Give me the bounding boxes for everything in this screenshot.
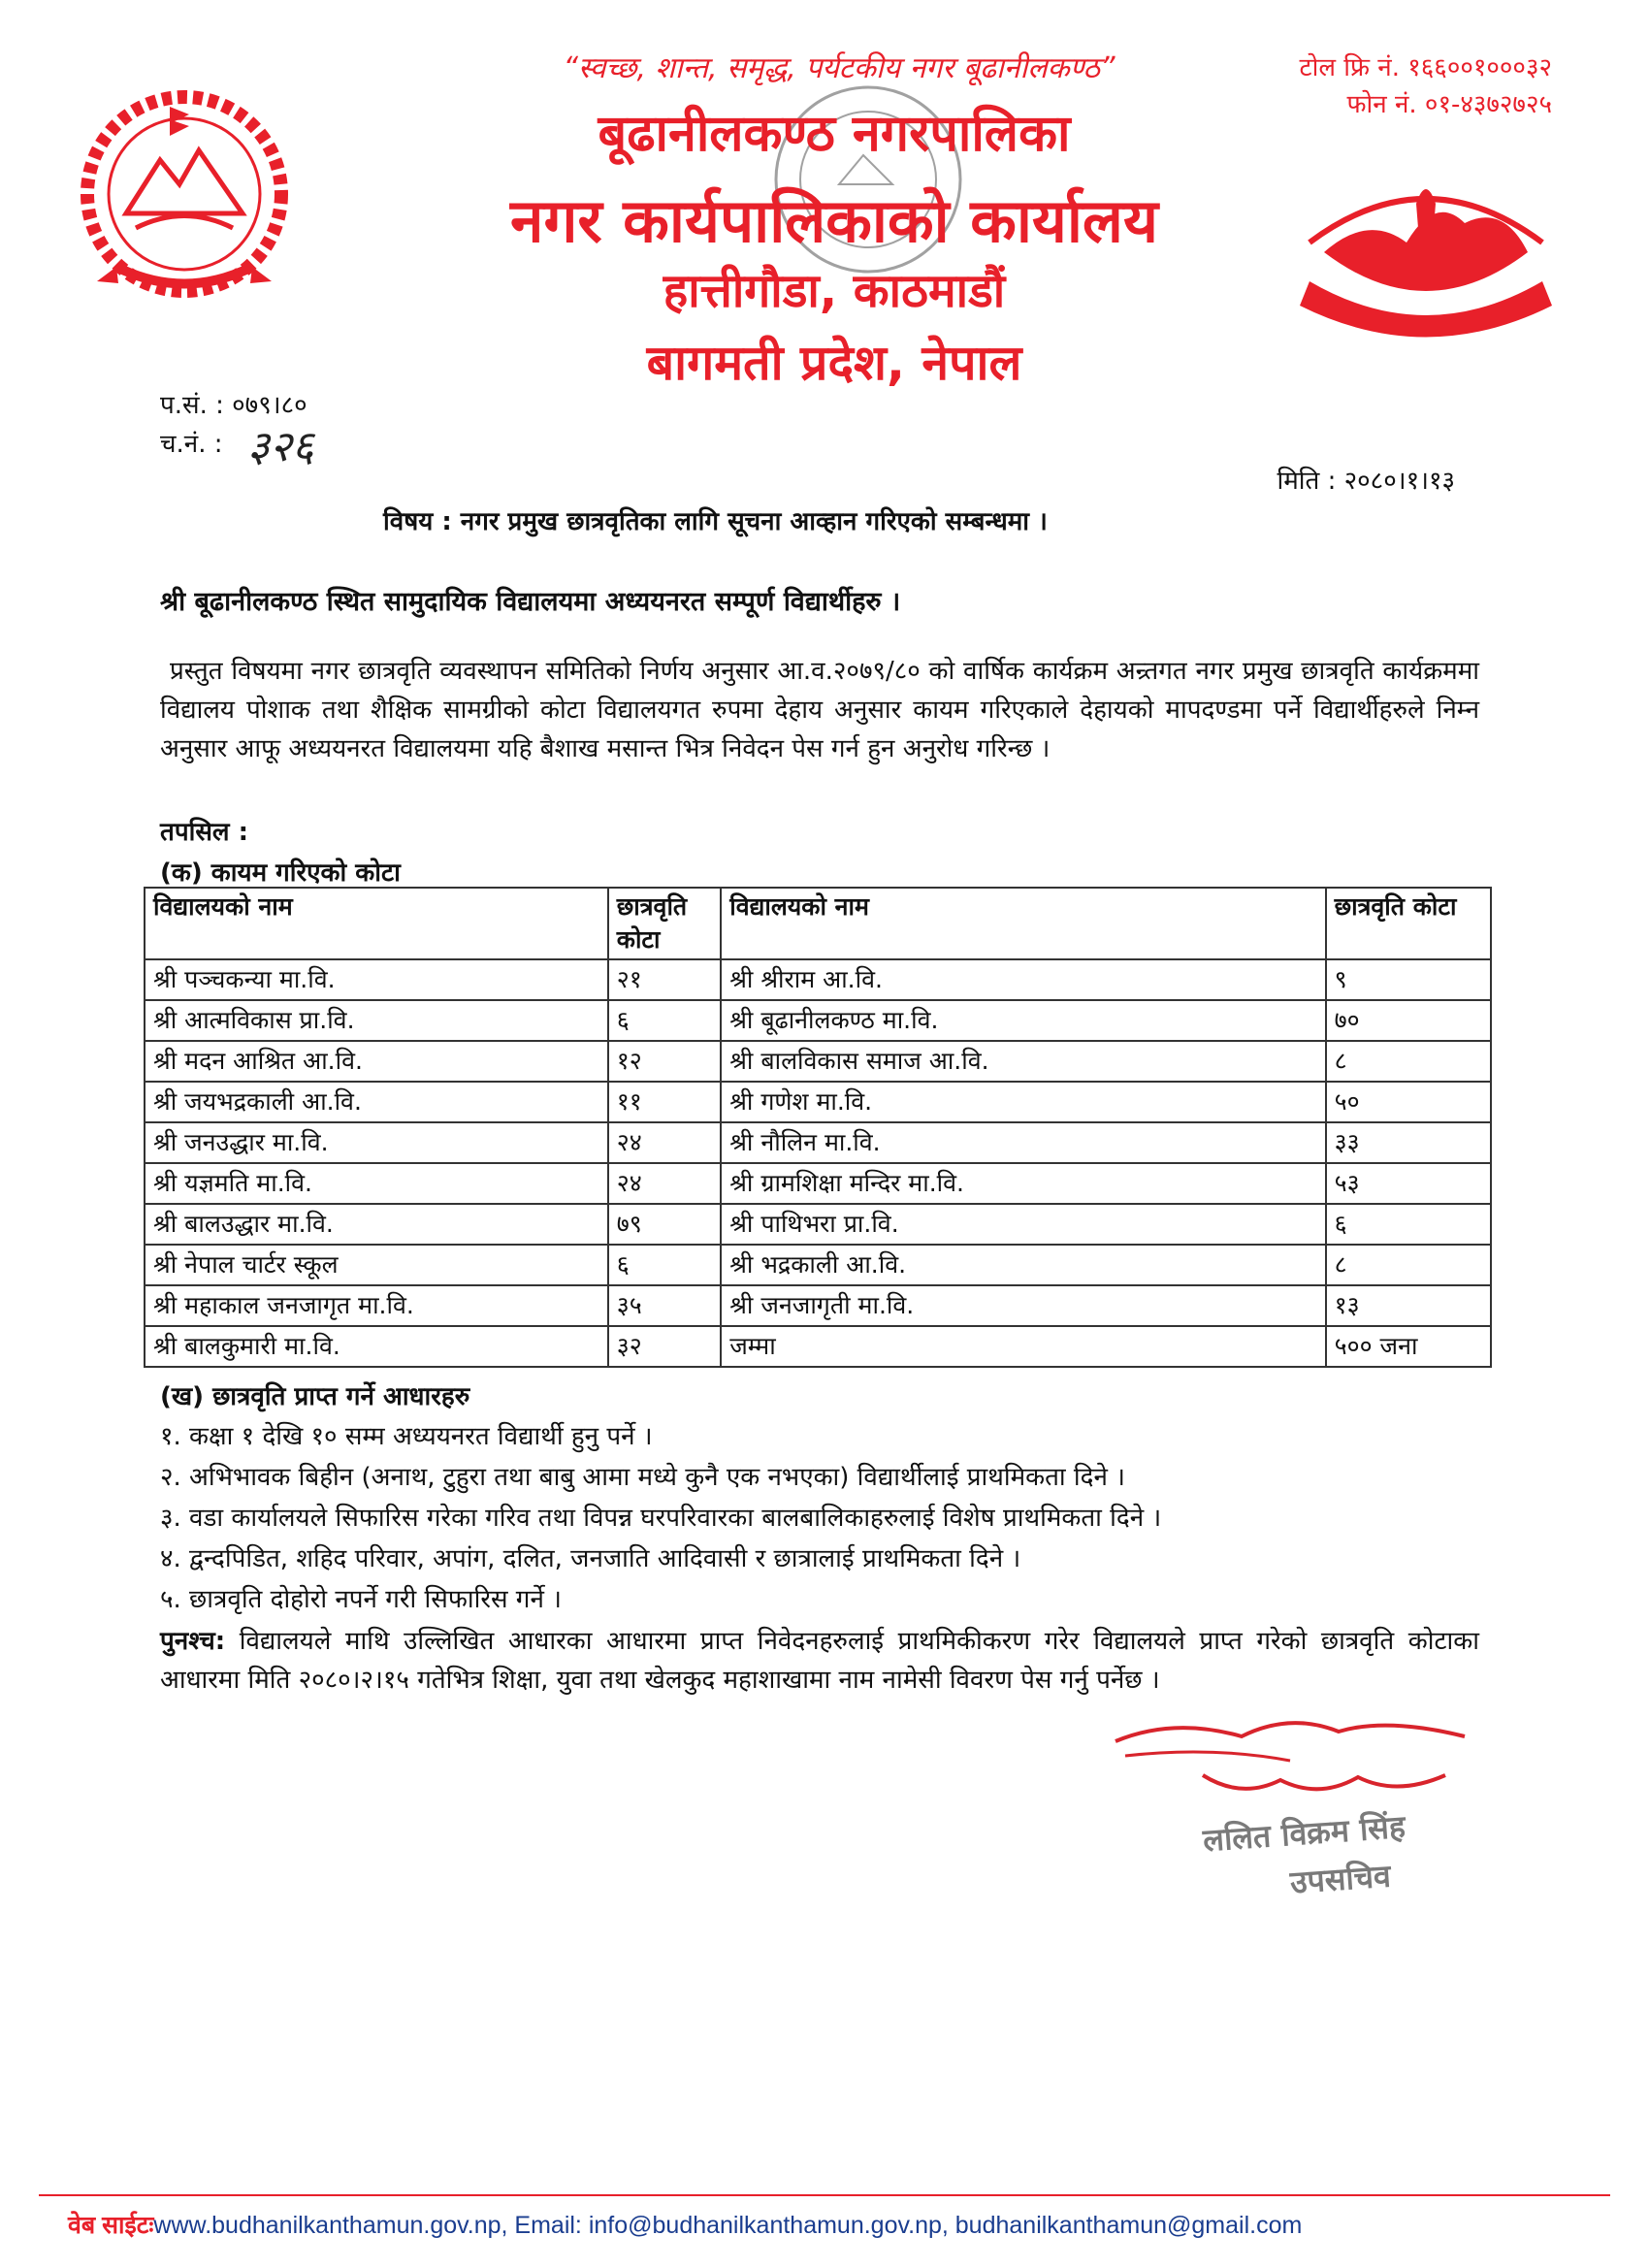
school-name: श्री पाथिभरा प्रा.वि. <box>721 1204 1325 1245</box>
school-name: श्री नौलिन मा.वि. <box>721 1122 1325 1163</box>
quota-value: ८ <box>1326 1041 1491 1082</box>
school-name: श्री श्रीराम आ.वि. <box>721 959 1325 1000</box>
school-name: श्री बालविकास समाज आ.वि. <box>721 1041 1325 1082</box>
signatory-title: उपसचिव <box>1288 1857 1392 1901</box>
section-quota-heading: (क) कायम गरिएको कोटा <box>160 859 401 888</box>
list-item: २. अभिभावक बिहीन (अनाथ, टुहुरा तथा बाबु आमा मध्ये कुनै एक नभएका) विद्यार्थीलाई प्राथमिकता दिने । <box>160 1463 1126 1492</box>
table-row <box>145 1122 1491 1163</box>
quota-value: ५० <box>1326 1082 1491 1122</box>
school-name: श्री यज्ञमति मा.वि. <box>145 1163 608 1204</box>
details-heading: तपसिल : <box>160 818 248 847</box>
quota-value: ६ <box>608 1000 721 1041</box>
quota-value: १३ <box>1326 1285 1491 1326</box>
quota-value: ७० <box>1326 1000 1491 1041</box>
table-row <box>145 1000 1491 1041</box>
letter-date: मिति : २०८०।१।१३ <box>1277 467 1455 496</box>
header-school-name: विद्यालयको नाम <box>721 888 1325 959</box>
list-item: १. कक्षा १ देखि १० सम्म अध्ययनरत विद्यार्थी हुनु पर्ने । <box>160 1422 653 1451</box>
table-row <box>145 1082 1491 1122</box>
quota-value: ५३ <box>1326 1163 1491 1204</box>
letter-body: प्रस्तुत विषयमा नगर छात्रवृति व्यवस्थापन समितिको निर्णय अनुसार आ.व.२०७९/८० को वार्षिक कार्यक्रम अन्र्तगत नगर प्रमुख छात्रवृति कार्यक्रममा विद्यालय पोशाक तथा शैक्षिक सामग्रीको कोटा विद्यालयगत रुपमा देहाय अनुसार कायम गरिएकाले देहायको मापदण्डमा पर्ने विद्यार्थीहरुले निम्न अनुसार आफू अध्ययनरत विद्यालयमा यहि बैशाख मसान्त भित्र निवेदन पेस गर्न हुन अनुरोध गरिन्छ । <box>160 657 1479 763</box>
postscript-note <box>160 1622 1479 1700</box>
total-label: जम्मा <box>721 1326 1325 1367</box>
nepal-emblem-icon <box>58 68 310 320</box>
quota-value: ११ <box>608 1082 721 1122</box>
quota-value: ८ <box>1326 1245 1491 1285</box>
school-name: श्री नेपाल चार्टर स्कूल <box>145 1245 608 1285</box>
quota-value: २१ <box>608 959 721 1000</box>
school-name: श्री महाकाल जनजागृत मा.वि. <box>145 1285 608 1326</box>
total-value: ५०० जना <box>1326 1326 1491 1367</box>
letterhead-slogan: “स्वच्छ, शान्त, समृद्ध, पर्यटकीय नगर बूढानीलकण्ठ” <box>563 51 1116 85</box>
letter-recipient: श्री बूढानीलकण्ठ स्थित सामुदायिक विद्यालयमा अध्ययनरत सम्पूर्ण विद्यार्थीहरु । <box>160 587 901 617</box>
postscript-text: विद्यालयले माथि उल्लिखित आधारका आधारमा प्राप्त निवेदनहरुलाई प्राथमिकीकरण गरेर विद्यालयले प्राप्त गरेको छात्रवृति कोटाका आधारमा मिति २०८०।२।१५ गतेभित्र शिक्षा, युवा तथा खेलकुद महाशाखामा नाम नामेसी विवरण पेस गर्नु पर्नेछ । <box>160 1627 1479 1695</box>
quota-value: ९ <box>1326 959 1491 1000</box>
table-row <box>145 959 1491 1000</box>
phone-number: फोन नं. ०१-४३७२७२५ <box>1346 90 1552 119</box>
table-header-row <box>145 888 1491 959</box>
table-row <box>145 1245 1491 1285</box>
dispatch-label: च.नं. : <box>160 430 223 459</box>
signatory-name: ललित विक्रम सिंह <box>1201 1807 1407 1860</box>
footer-divider <box>39 2194 1610 2196</box>
postscript-label: पुनश्च: <box>160 1627 226 1656</box>
table-row <box>145 1163 1491 1204</box>
quota-value: ६ <box>1326 1204 1491 1245</box>
office-address: हात्तीगौडा, काठमाडौं <box>663 264 1006 318</box>
letter-subject: विषय : नगर प्रमुख छात्रवृतिका लागि सूचना आव्हान गरिएको सम्बन्धमा । <box>383 507 1048 536</box>
list-item: ४. द्वन्दपिडित, शहिद परिवार, अपांग, दलित, जनजाति आदिवासी र छात्रालाई प्राथमिकता दिने । <box>160 1544 1021 1573</box>
header-school-name: विद्यालयको नाम <box>145 888 608 959</box>
quota-value: १२ <box>608 1041 721 1082</box>
school-name: श्री आत्मविकास प्रा.वि. <box>145 1000 608 1041</box>
office-name: नगर कार्यपालिकाको कार्यालय <box>510 185 1158 256</box>
school-name: श्री ग्रामशिक्षा मन्दिर मा.वि. <box>721 1163 1325 1204</box>
footer-links: www.budhanilkanthamun.gov.np, Email: info@budhanilkanthamun.gov.np, budhanilkanthamun@gmail.com <box>153 2212 1303 2239</box>
criteria-list <box>160 1416 1161 1620</box>
table-row <box>145 1041 1491 1082</box>
school-name: श्री मदन आश्रित आ.वि. <box>145 1041 608 1082</box>
quota-value: २४ <box>608 1163 721 1204</box>
list-item: ५. छात्रवृति दोहोरो नपर्ने गरी सिफारिस गर्ने । <box>160 1585 562 1614</box>
footer-contact <box>68 2208 1302 2241</box>
school-name: श्री बालउद्धार मा.वि. <box>145 1204 608 1245</box>
municipality-name: बूढानीलकण्ठ नगरपालिका <box>598 105 1071 163</box>
tollfree-number: टोल फ्रि नं. १६६००१०००३२ <box>1299 53 1552 82</box>
list-item: ३. वडा कार्यालयले सिफारिस गरेका गरिव तथा विपन्न घरपरिवारका बालबालिकाहरुलाई विशेष प्राथमिकता दिने । <box>160 1504 1162 1533</box>
section-criteria-heading: (ख) छात्रवृति प्राप्त गर्ने आधारहरु <box>160 1382 470 1411</box>
quota-value: २४ <box>608 1122 721 1163</box>
quota-value: ३३ <box>1326 1122 1491 1163</box>
school-name: श्री भद्रकाली आ.वि. <box>721 1245 1325 1285</box>
school-name: श्री गणेश मा.वि. <box>721 1082 1325 1122</box>
quota-value: ३५ <box>608 1285 721 1326</box>
quota-value: ३२ <box>608 1326 721 1367</box>
quota-value: ७९ <box>608 1204 721 1245</box>
quota-value: ६ <box>608 1245 721 1285</box>
header-quota: छात्रवृति कोटा <box>1326 888 1491 959</box>
municipality-logo-icon <box>1290 136 1562 340</box>
school-name: श्री जयभद्रकाली आ.वि. <box>145 1082 608 1122</box>
school-name: श्री बूढानीलकण्ठ मा.वि. <box>721 1000 1325 1041</box>
header-quota: छात्रवृति कोटा <box>608 888 721 959</box>
school-name: श्री पञ्चकन्या मा.वि. <box>145 959 608 1000</box>
table-row <box>145 1285 1491 1326</box>
province-name: बागमती प्रदेश, नेपाल <box>646 335 1022 391</box>
dispatch-number: ३२६ <box>247 422 314 471</box>
school-name: श्री जनउद्धार मा.वि. <box>145 1122 608 1163</box>
footer-label: वेब साईटः <box>68 2212 154 2239</box>
table-row <box>145 1204 1491 1245</box>
school-name: श्री जनजागृती मा.वि. <box>721 1285 1325 1326</box>
school-name: श्री बालकुमारी मा.वि. <box>145 1326 608 1367</box>
table-total-row <box>145 1326 1491 1367</box>
reference-fiscal-year: प.सं. : ०७९।८० <box>160 391 307 420</box>
quota-table <box>144 887 1492 1368</box>
